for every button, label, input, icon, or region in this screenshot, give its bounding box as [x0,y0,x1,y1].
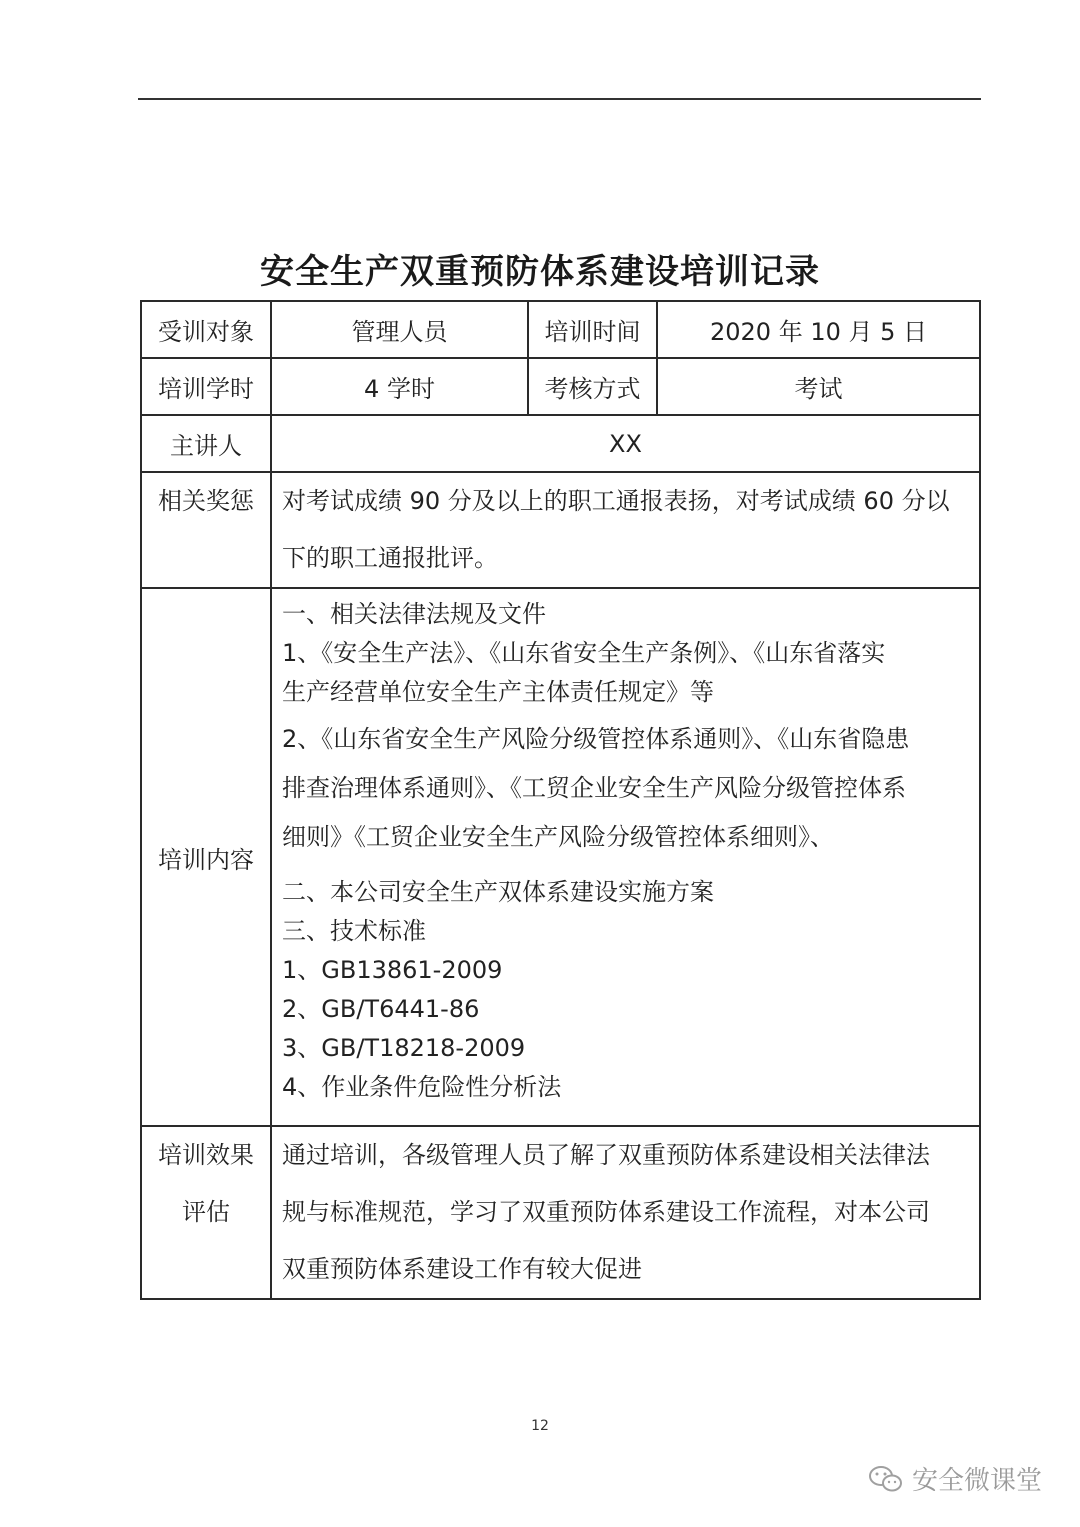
lecturer-label: 主讲人 [141,415,271,472]
content-line: 2、《山东省安全生产风险分级管控体系通则》、《山东省隐患 [282,725,910,753]
table-row [141,1126,980,1299]
lecturer-value: XX [271,415,980,472]
training-hours-label: 培训学时 [141,358,271,415]
evaluation-line: 双重预防体系建设工作有较大促进 [282,1255,642,1283]
rewards-line: 对考试成绩 90 分及以上的职工通报表扬，对考试成绩 60 分以 [282,487,950,515]
content-line: 2、GB/T6441-86 [282,995,480,1023]
training-time-value: 2020 年 10 月 5 日 [657,301,980,358]
content-line: 二、本公司安全生产双体系建设实施方案 [282,878,714,906]
page-number: 12 [531,1418,549,1434]
table-row [141,301,980,358]
content-line: 生产经营单位安全生产主体责任规定》等 [282,678,714,706]
table-row [141,588,980,1126]
effect-evaluation-label-line: 评估 [182,1198,230,1226]
content-line: 三、技术标准 [282,917,426,945]
effect-evaluation-label-line: 培训效果 [158,1141,254,1169]
content-line: 一、相关法律法规及文件 [282,600,546,628]
evaluation-line: 通过培训，各级管理人员了解了双重预防体系建设相关法律法 [282,1141,930,1169]
effect-evaluation-label [141,1126,271,1299]
content-line: 4、作业条件危险性分析法 [282,1073,562,1101]
assessment-method-value: 考试 [657,358,980,415]
evaluation-line: 规与标准规范，学习了双重预防体系建设工作流程，对本公司 [282,1198,930,1226]
watermark [868,1460,1042,1497]
content-line: 1、GB13861-2009 [282,956,503,984]
training-content [271,588,980,1126]
rewards-label: 相关奖惩 [141,472,271,588]
content-line: 3、GB/T18218-2009 [282,1034,526,1062]
table-row [141,415,980,472]
training-hours-value: 4 学时 [271,358,528,415]
training-record-table [140,300,981,1300]
trainee-label: 受训对象 [141,301,271,358]
header-rule [138,98,981,100]
rewards-text [271,472,980,588]
content-line: 1、《安全生产法》、《山东省安全生产条例》、《山东省落实 [282,639,886,667]
effect-evaluation-text [271,1126,980,1299]
training-content-label: 培训内容 [141,588,271,1126]
table-row [141,472,980,588]
table-row [141,358,980,415]
assessment-method-label: 考核方式 [528,358,657,415]
content-line: 细则》《工贸企业安全生产风险分级管控体系细则》、 [282,823,834,851]
training-time-label: 培训时间 [528,301,657,358]
watermark-text: 安全微课堂 [911,1466,1042,1496]
wechat-icon [868,1464,904,1494]
trainee-value: 管理人员 [271,301,528,358]
document-title: 安全生产双重预防体系建设培训记录 [260,252,820,292]
rewards-line: 下的职工通报批评。 [282,544,498,572]
content-line: 排查治理体系通则》、《工贸企业安全生产风险分级管控体系 [282,774,906,802]
